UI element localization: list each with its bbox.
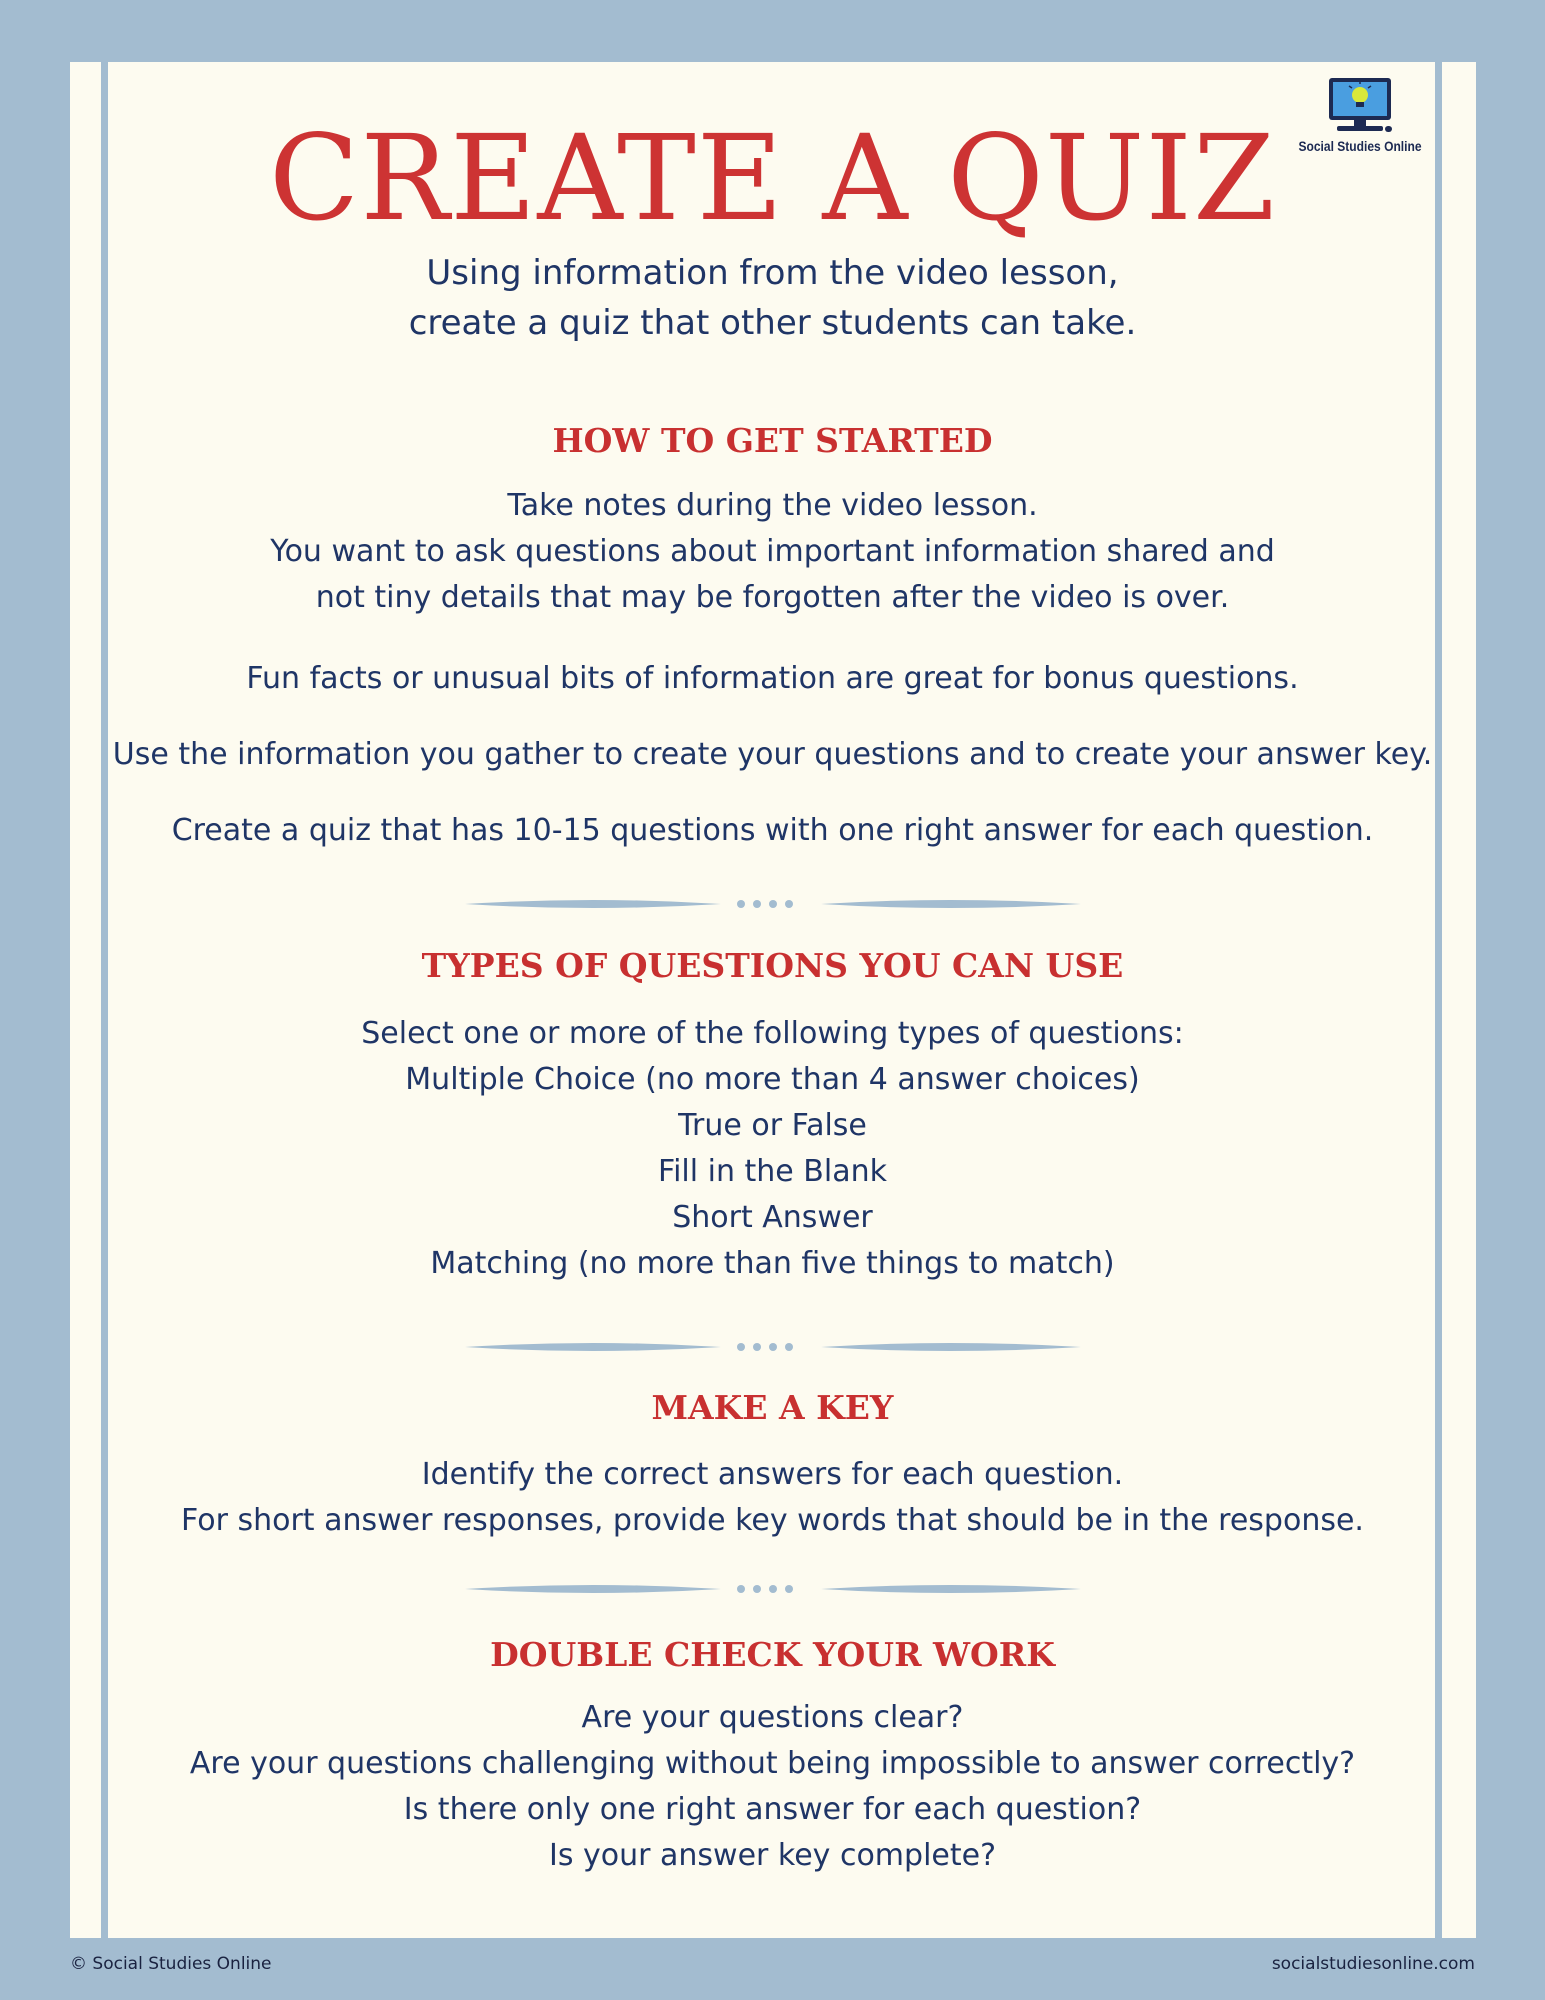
check-line: Is your answer key complete?: [549, 1838, 996, 1873]
started-line: not tiny details that may be forgotten after the video is over.: [315, 580, 1230, 615]
check-line: Is there only one right answer for each question?: [403, 1792, 1142, 1827]
started-notes-paragraph: [0, 483, 1545, 621]
types-line: Matching (no more than five things to match): [430, 1246, 1115, 1281]
key-line: For short answer responses, provide key words that should be in the response.: [181, 1503, 1364, 1538]
intro-line: Using information from the video lesson,: [426, 253, 1119, 293]
heading-make-a-key: MAKE A KEY: [651, 1388, 894, 1427]
started-line: You want to ask questions about important information shared and: [270, 534, 1275, 569]
heading-how-to-get-started: HOW TO GET STARTED: [552, 421, 993, 460]
types-line: Multiple Choice (no more than 4 answer choices): [405, 1062, 1140, 1097]
types-line: Short Answer: [672, 1200, 873, 1235]
page-title: CREATE A QUIZ: [269, 109, 1276, 247]
intro-line: create a quiz that other students can take.: [408, 303, 1137, 343]
footer-website: socialstudiesonline.com: [1271, 1954, 1475, 1974]
heading-double-check: DOUBLE CHECK YOUR WORK: [490, 1635, 1055, 1674]
section-divider: [463, 1577, 1083, 1601]
footer-copyright: © Social Studies Online: [70, 1954, 272, 1974]
types-line: Fill in the Blank: [658, 1154, 887, 1189]
types-line: Select one or more of the following types of questions:: [361, 1016, 1184, 1051]
started-line: Fun facts or unusual bits of information are great for bonus questions.: [246, 661, 1299, 696]
intro-text: [0, 248, 1545, 348]
section-divider: [463, 892, 1083, 916]
started-bonus-paragraph: [0, 656, 1545, 702]
section-divider: [463, 1335, 1083, 1359]
started-gather-paragraph: [0, 732, 1545, 778]
check-line: Are your questions clear?: [581, 1700, 964, 1735]
check-list: [0, 1695, 1545, 1879]
started-line: Create a quiz that has 10-15 questions with one right answer for each question.: [171, 813, 1374, 848]
started-line: Take notes during the video lesson.: [507, 488, 1038, 523]
check-line: Are your questions challenging without being impossible to answer correctly?: [189, 1746, 1356, 1781]
started-count-paragraph: [0, 808, 1545, 854]
heading-types-of-questions: TYPES OF QUESTIONS YOU CAN USE: [421, 946, 1124, 985]
logo-text: Social Studies Online: [1298, 138, 1422, 154]
started-line: Use the information you gather to create your questions and to create your answer key.: [112, 737, 1433, 772]
types-line: True or False: [678, 1108, 867, 1143]
key-line: Identify the correct answers for each question.: [421, 1457, 1124, 1492]
types-list: [0, 1011, 1545, 1287]
key-paragraph: [0, 1452, 1545, 1544]
